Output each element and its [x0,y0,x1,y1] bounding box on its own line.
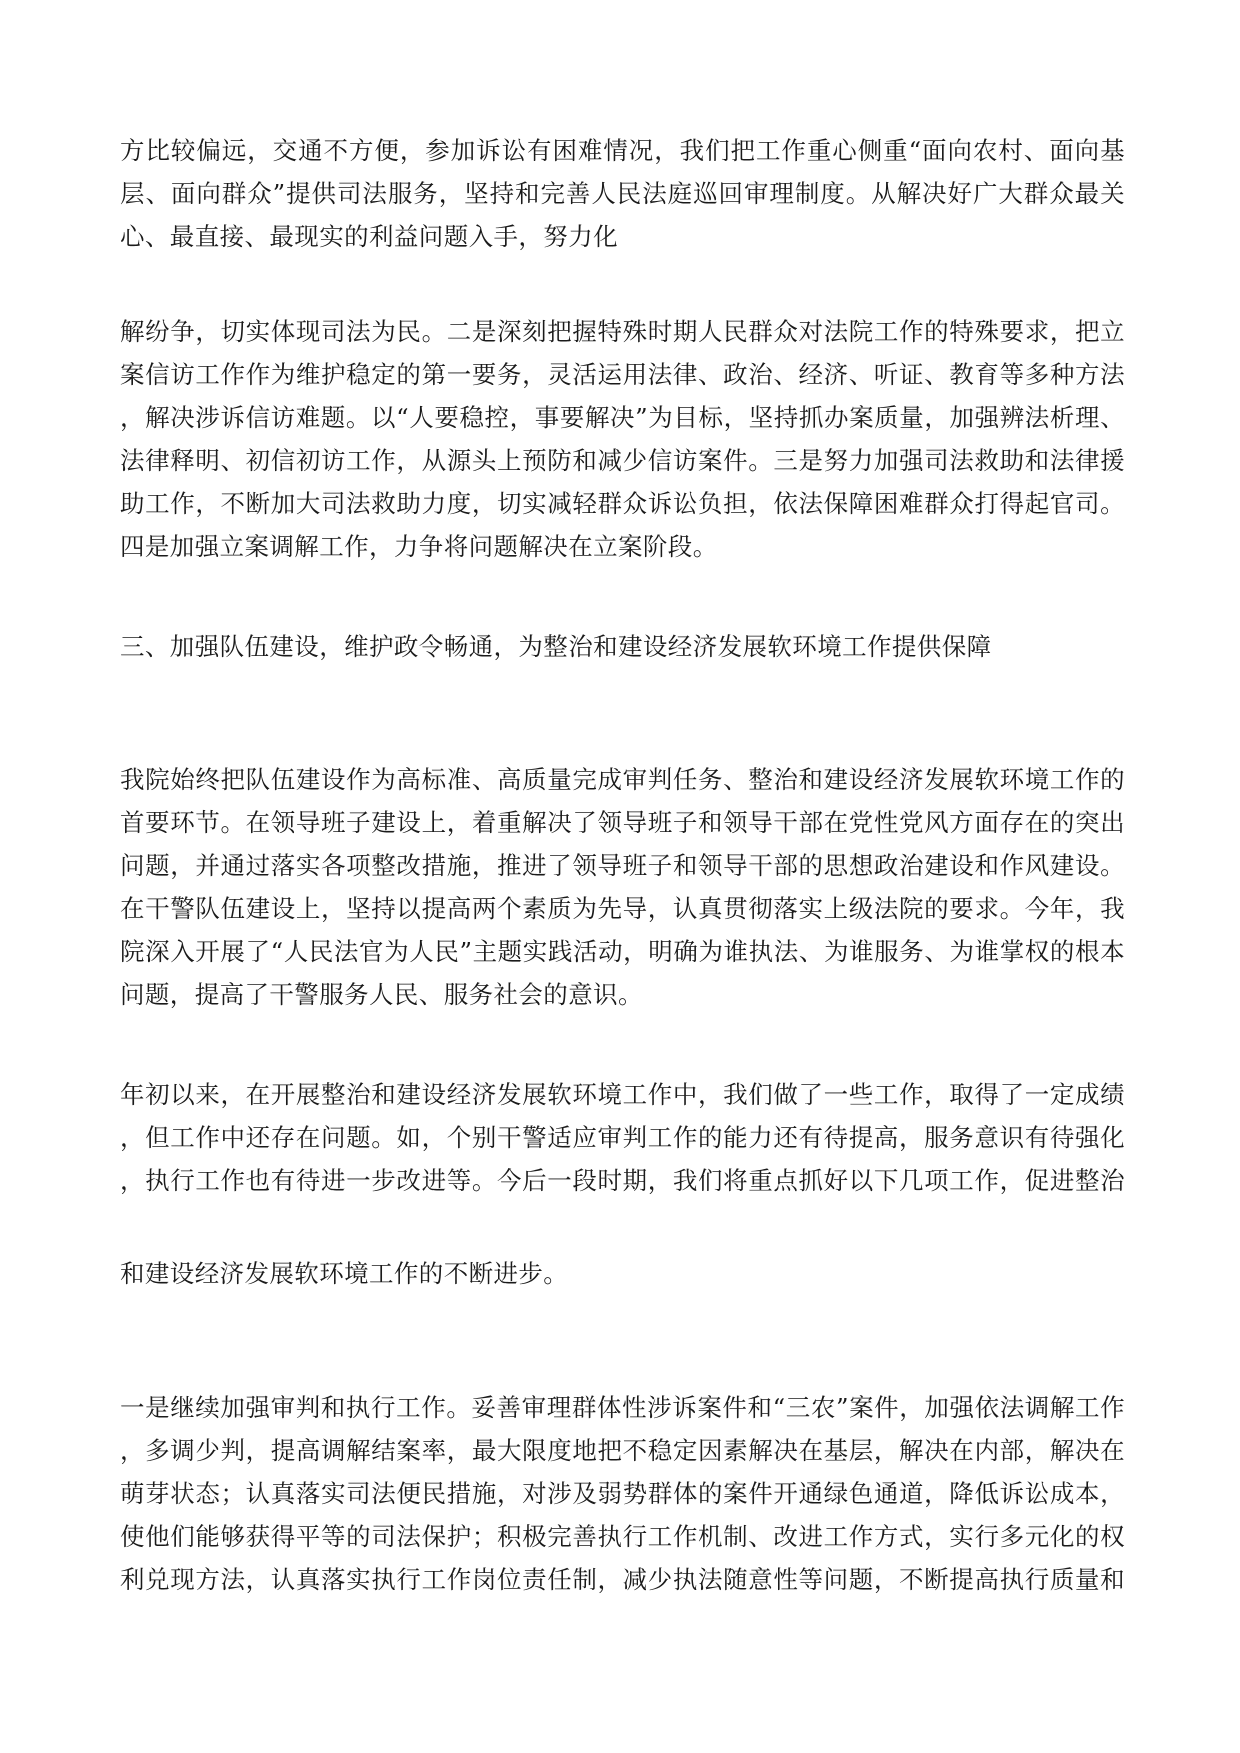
paragraph-4-continuation: 和建设经济发展软环境工作的不断进步。 [120,1259,569,1288]
paragraph-3: 我院始终把队伍建设作为高标准、高质量完成审判任务、整治和建设经济发展软环境工作的首要环节。在领导班子建设上，着重解决了领导班子和领导干部在党性党风方面存在的突出问题，并通过落实各项整改措施，推进了领导班子和领导干部的思想政治建设和作风建设。在干警队伍建设上，坚持以提高两个素质为先导，认真贯彻落实上级法院的要求。今年，我院深入开展了“人民法官为人民”主题实践活动，明确为谁执法、为谁服务、为谁掌权的根本问题，提高了干警服务人民、服务社会的意识。 [120,765,1125,1009]
paragraph-4: 年初以来，在开展整治和建设经济发展软环境工作中，我们做了一些工作，取得了一定成绩，但工作中还存在问题。如，个别干警适应审判工作的能力还有待提高，服务意识有待强化，执行工作也有待进一步改进等。今后一段时期，我们将重点抓好以下几项工作，促进整治 [120,1080,1125,1195]
paragraph-5: 一是继续加强审判和执行工作。妥善审理群体性涉诉案件和“三农”案件，加强依法调解工作，多调少判，提高调解结案率，最大限度地把不稳定因素解决在基层，解决在内部，解决在萌芽状态；认真落实司法便民措施，对涉及弱势群体的案件开通绿色通道，降低诉讼成本，使他们能够获得平等的司法保护；积极完善执行工作机制、改进工作方式，实行多元化的权利兑现方法，认真落实执行工作岗位责任制，减少执法随意性等问题，不断提高执行质量和 [120,1393,1125,1594]
section-heading-3: 三、加强队伍建设，维护政令畅通，为整治和建设经济发展软环境工作提供保障 [120,632,992,661]
paragraph-1: 方比较偏远，交通不方便，参加诉讼有困难情况，我们把工作重心侧重“面向农村、面向基层、面向群众”提供司法服务，坚持和完善人民法庭巡回审理制度。从解决好广大群众最关心、最直接、最现实的利益问题入手，努力化 [120,136,1125,251]
paragraph-2: 解纷争，切实体现司法为民。二是深刻把握特殊时期人民群众对法院工作的特殊要求，把立案信访工作作为维护稳定的第一要务，灵活运用法律、政治、经济、听证、教育等多种方法，解决涉诉信访难题。以“人要稳控，事要解决”为目标，坚持抓办案质量，加强辨法析理、法律释明、初信初访工作，从源头上预防和减少信访案件。三是努力加强司法救助和法律援助工作，不断加大司法救助力度，切实减轻群众诉讼负担，依法保障困难群众打得起官司。四是加强立案调解工作，力争将问题解决在立案阶段。 [120,317,1125,561]
